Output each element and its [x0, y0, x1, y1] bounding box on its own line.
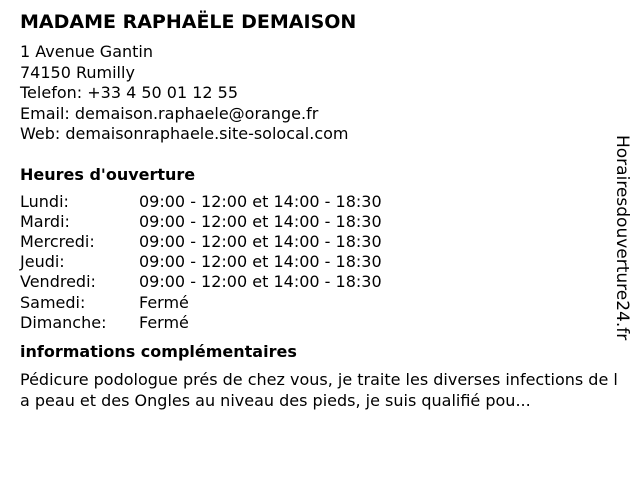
day-hours: 09:00 - 12:00 et 14:00 - 18:30: [139, 272, 382, 292]
hours-row-tuesday: [20, 212, 610, 232]
address-street: 1 Avenue Gantin: [20, 42, 153, 61]
day-hours: Fermé: [139, 292, 189, 312]
hours-heading: Heures d'ouverture: [20, 164, 196, 184]
day-label: Samedi:: [20, 292, 86, 312]
business-name: MADAME RAPHAËLE DEMAISON: [20, 11, 357, 33]
business-card: [20, 8, 618, 411]
hours-row-saturday: [20, 293, 610, 313]
day-hours: Fermé: [139, 312, 189, 332]
hours-table: [20, 192, 610, 333]
day-label: Vendredi:: [20, 272, 96, 292]
hours-row-wednesday: [20, 232, 610, 252]
day-label: Lundi:: [20, 191, 69, 211]
email-address: Email: demaison.raphaele@orange.fr: [20, 103, 319, 123]
day-label: Dimanche:: [20, 312, 107, 332]
day-label: Jeudi:: [20, 252, 65, 272]
day-label: Mardi:: [20, 211, 70, 231]
day-label: Mercredi:: [20, 231, 95, 251]
info-heading: informations complémentaires: [20, 341, 297, 361]
day-hours: 09:00 - 12:00 et 14:00 - 18:30: [139, 191, 382, 211]
address-city: 74150 Rumilly: [20, 62, 135, 82]
hours-row-monday: [20, 192, 610, 212]
hours-row-sunday: [20, 313, 610, 333]
phone-number: Telefon: +33 4 50 01 12 55: [20, 83, 239, 102]
hours-row-friday: [20, 272, 610, 292]
day-hours: 09:00 - 12:00 et 14:00 - 18:30: [139, 252, 382, 272]
website-address: Web: demaisonraphaele.site-solocal.com: [20, 124, 349, 143]
day-hours: 09:00 - 12:00 et 14:00 - 18:30: [139, 231, 382, 251]
hours-row-thursday: [20, 252, 610, 272]
site-watermark: Horairesdouverture24.fr: [612, 135, 632, 341]
address-block: [20, 42, 610, 145]
business-description: Pédicure podologue prés de chez vous, je traite les diverses infections de la peau et des Ongles au niveau des pieds, je suis qualifié pou...: [20, 369, 618, 410]
day-hours: 09:00 - 12:00 et 14:00 - 18:30: [139, 211, 382, 231]
